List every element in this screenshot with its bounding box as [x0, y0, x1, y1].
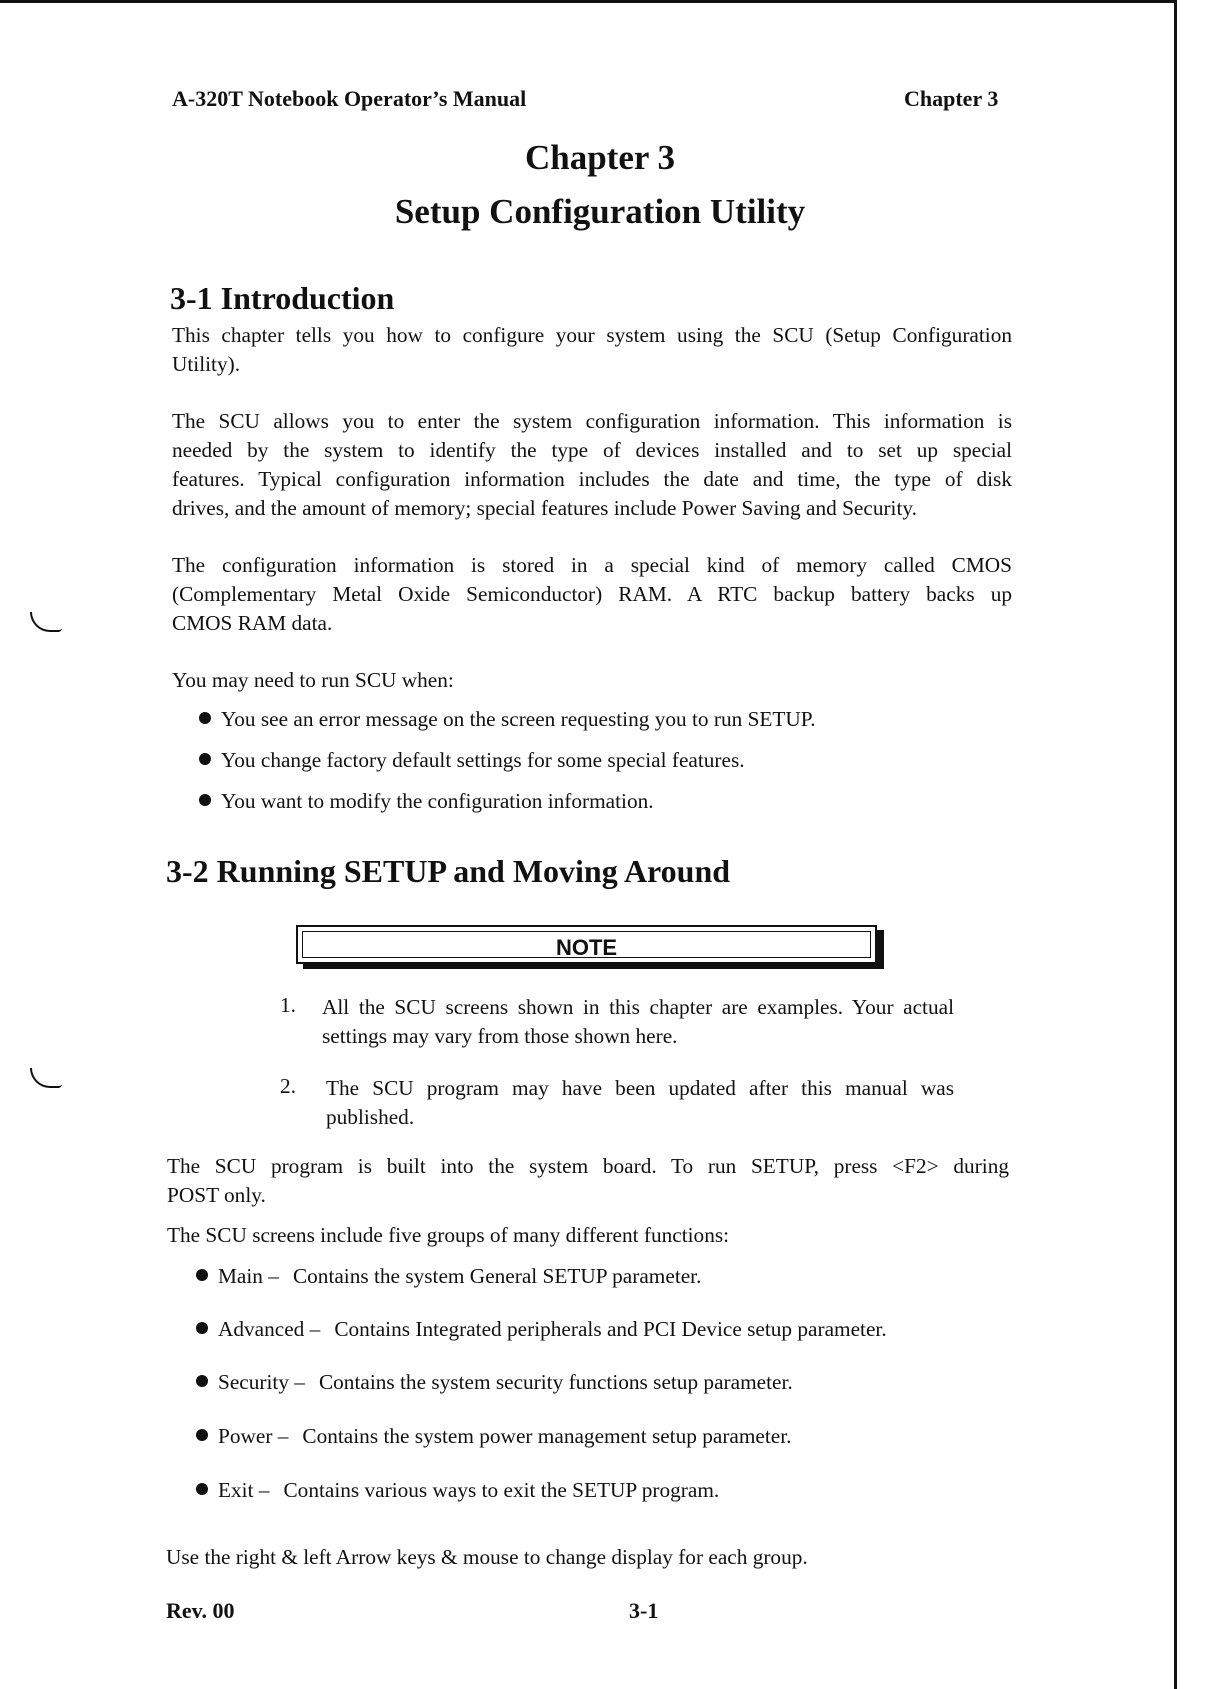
note-item-2: [326, 1074, 954, 1132]
text-line: Utility).: [172, 352, 241, 376]
list-item: Main – Contains the system General SETUP parameter.: [196, 1264, 701, 1289]
binder-hole-mark: [30, 612, 62, 632]
text-line: The SCU program may have been updated after this manual was: [326, 1076, 954, 1100]
section-heading-running-setup: 3-2 Running SETUP and Moving Around: [166, 853, 731, 889]
intro-paragraph-1: [172, 321, 1012, 379]
text-line: The SCU allows you to enter the system configuration information. This information is: [172, 409, 1012, 433]
text-line: settings may vary from those shown here.: [322, 1024, 678, 1048]
list-item: You see an error message on the screen requesting you to run SETUP.: [199, 707, 816, 732]
list-item: Power – Contains the system power management setup parameter.: [196, 1424, 792, 1449]
list-item: You change factory default settings for some special features.: [199, 748, 745, 773]
bullet-icon: [196, 1429, 208, 1441]
page-number: 3-1: [629, 1598, 659, 1623]
intro-paragraph-2: [172, 407, 1012, 523]
list-item: You want to modify the configuration information.: [199, 789, 654, 814]
chapter-title: Setup Configuration Utility: [394, 192, 806, 231]
binder-hole-mark: [30, 1068, 62, 1088]
text-line: The SCU program is built into the system board. To run SETUP, press <F2> during: [167, 1154, 1009, 1178]
text-line: All the SCU screens shown in this chapter are examples. Your actual: [322, 995, 954, 1019]
manual-title: A-320T Notebook Operator’s Manual: [172, 86, 527, 111]
run-scu-lead: You may need to run SCU when:: [172, 668, 454, 692]
bullet-icon: [199, 712, 211, 724]
text-line: POST only.: [167, 1183, 266, 1207]
note-number: 2.: [280, 1074, 296, 1098]
list-item: Advanced – Contains Integrated peripherals and PCI Device setup parameter.: [196, 1317, 887, 1342]
chapter-label: Chapter 3: [904, 86, 999, 111]
text-line: CMOS RAM data.: [172, 611, 333, 635]
revision-label: Rev. 00: [166, 1598, 235, 1623]
text-line: drives, and the amount of memory; special features include Power Saving and Security.: [172, 496, 917, 520]
list-item: Exit – Contains various ways to exit the SETUP program.: [196, 1478, 719, 1503]
section-heading-introduction: 3-1 Introduction: [170, 280, 395, 316]
groups-lead: The SCU screens include five groups of many different functions:: [167, 1223, 730, 1247]
text-line: published.: [326, 1105, 415, 1129]
bullet-icon: [196, 1322, 208, 1334]
bullet-icon: [199, 794, 211, 806]
bullet-icon: [199, 753, 211, 765]
note-label: NOTE: [555, 935, 618, 960]
bullet-icon: [196, 1269, 208, 1281]
intro-paragraph-3: [172, 551, 1012, 638]
bullet-icon: [196, 1375, 208, 1387]
chapter-number: Chapter 3: [524, 138, 676, 177]
note-number: 1.: [280, 993, 296, 1017]
text-line: needed by the system to identify the type of devices installed and to set up special: [172, 438, 1012, 462]
bullet-icon: [196, 1483, 208, 1495]
text-line: This chapter tells you how to configure your system using the SCU (Setup Configuration: [172, 323, 1012, 347]
text-line: The configuration information is stored in a special kind of memory called CMOS: [172, 553, 1012, 577]
text-line: features. Typical configuration information includes the date and time, the type of disk: [172, 467, 1012, 491]
note-box: [296, 925, 877, 964]
closing-line: Use the right & left Arrow keys & mouse to change display for each group.: [166, 1545, 808, 1569]
list-item: Security – Contains the system security functions setup parameter.: [196, 1370, 793, 1395]
run-setup-paragraph: [167, 1152, 1009, 1210]
text-line: (Complementary Metal Oxide Semiconductor) RAM. A RTC backup battery backs up: [172, 582, 1012, 606]
note-item-1: [322, 993, 954, 1051]
